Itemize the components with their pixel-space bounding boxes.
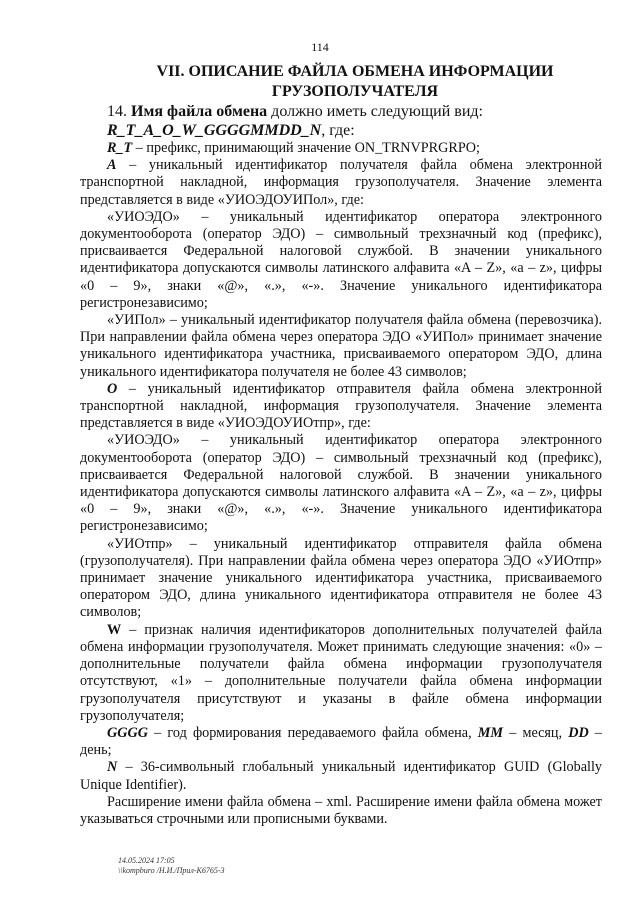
paragraph-operator-id-2: «УИОЭДО» – уникальный идентификатор оператора электронного документооборота (оператор ЭДО) – символьный трехзначный код (префикс), присваивается Федеральной налоговой службой. В значении уникального идентификатора допускаются символы латинского алфавита «A – Z», «a – z», цифры «0 – 9», знаки «@», «.», «-». Значение уникального идентификатора регистронезависимо; — [80, 432, 602, 535]
paragraph-date: GGGG – год формирования передаваемого файла обмена, MM – месяц, DD – день; — [80, 724, 602, 759]
paragraph-operator-id-1: «УИОЭДО» – уникальный идентификатор оператора электронного документооборота (оператор ЭДО) – символьный трехзначный код (префикс), присваивается Федеральной налоговой службой. В значении уникального идентификатора допускаются символы латинского алфавита «A – Z», «a – z», цифры «0 – 9», знаки «@», «.», «-». Значение уникального идентификатора регистронезависимо; — [80, 208, 602, 311]
paragraph-extension: Расширение имени файла обмена – xml. Расширение имени файла обмена может указываться строчными или прописными буквами. — [80, 793, 602, 827]
document-body — [80, 102, 602, 828]
footer-timestamp: 14.05.2024 17:05 — [118, 856, 175, 865]
paragraph-guid: N – 36-символьный глобальный уникальный идентификатор GUID (Globally Unique Identifier). — [80, 759, 602, 793]
heading-line-1: VII. ОПИСАНИЕ ФАЙЛА ОБМЕНА ИНФОРМАЦИИ — [156, 63, 554, 80]
paragraph-recipient-id: A – уникальный идентификатор получателя файла обмена электронной транспортной накладной, информация грузополучателя. Значение элемента представляется в виде «УИОЭДОУИПол», где: — [80, 157, 602, 208]
paragraph-prefix: R_T – префикс, принимающий значение ON_TRNVPRGRPO; — [107, 140, 480, 156]
footer-path: \\kompburo /Н.И./Прил-К6765-3 — [118, 866, 225, 875]
paragraph-sender-uid: «УИОтпр» – уникальный идентификатор отправителя файла обмена (грузополучателя). При направлении файла обмена через оператора ЭДО «УИОтпр» принимает значение уникального идентификатора участника, присваиваемого оператором ЭДО, длина уникального идентификатора отправителя не более 43 символов; — [80, 535, 602, 621]
paragraph-sender-id: O – уникальный идентификатор отправителя файла обмена электронной транспортной накладной, информация грузополучателя. Значение элемента представляется в виде «УИОЭДОУИОтпр», где: — [80, 380, 602, 432]
paragraph-additional-recipients: W – признак наличия идентификаторов дополнительных получателей файла обмена информации грузополучателя. Может принимать следующие значения: «0» – дополнительные получатели файла обмена информации грузополучателя отсутствуют, «1» – дополнительные получатели файла обмена информации грузополучателя присутствуют и указаны в файле обмена информации грузополучателя; — [80, 621, 602, 724]
section-heading — [110, 62, 600, 102]
footer-stamp — [118, 856, 225, 876]
page-number: 114 — [311, 40, 329, 54]
paragraph-14: 14. Имя файла обмена должно иметь следующий вид: — [107, 103, 483, 120]
filename-formula: R_T_A_O_W_GGGGMMDD_N, где: — [107, 122, 355, 139]
paragraph-recipient-uid: «УИПол» – уникальный идентификатор получателя файла обмена (перевозчика). При направлении файла обмена через оператора ЭДО «УИПол» принимает значение уникального идентификатора участника, присваиваемого оператором ЭДО, длина уникального идентификатора получателя не более 43 символов; — [80, 312, 602, 380]
heading-line-2: ГРУЗОПОЛУЧАТЕЛЯ — [271, 83, 439, 100]
